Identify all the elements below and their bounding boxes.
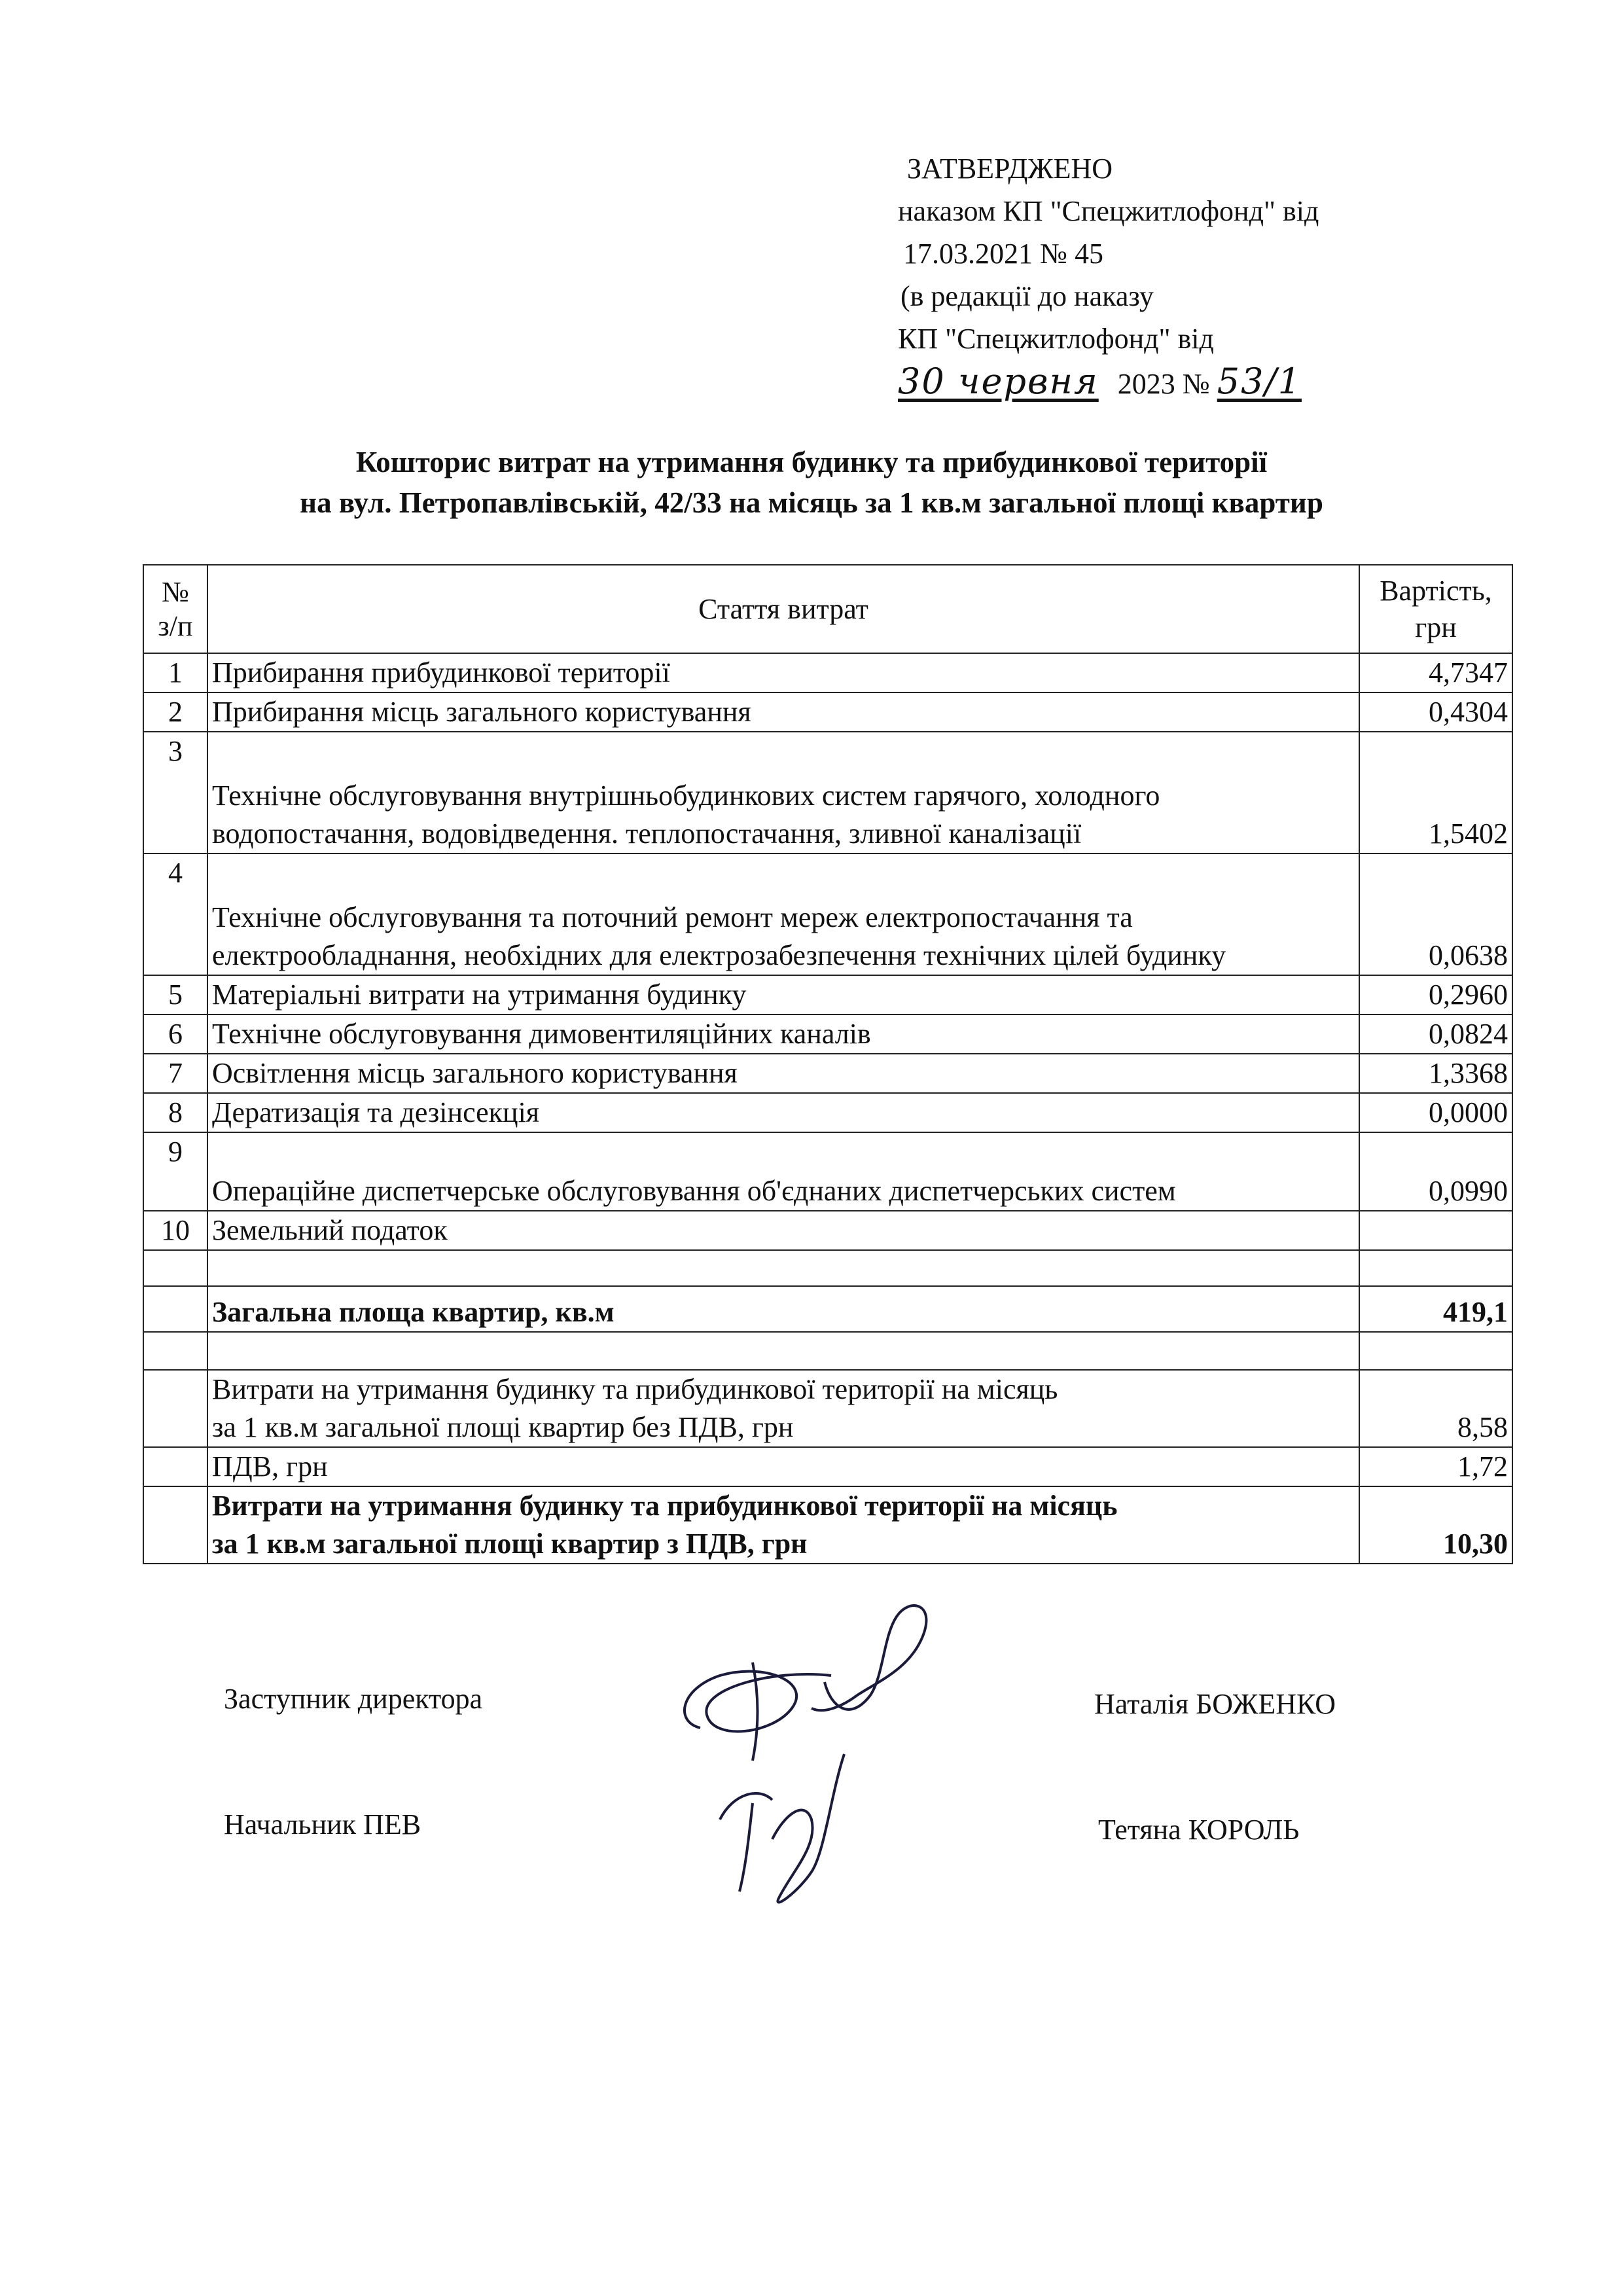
- row-number: 7: [143, 1054, 207, 1093]
- table-row: [143, 1132, 1512, 1211]
- signer-1-position: Заступник директора: [224, 1683, 483, 1715]
- row-value: 0,0000: [1359, 1093, 1512, 1132]
- table-body: [143, 653, 1512, 1250]
- handwritten-date: 30 червня: [898, 361, 1099, 402]
- table-row-vat: [143, 1447, 1512, 1486]
- signer-2-position: Начальник ПЕВ: [224, 1808, 421, 1840]
- table-row: [143, 1014, 1512, 1054]
- row-number: 2: [143, 692, 207, 732]
- table-row: [143, 1093, 1512, 1132]
- row-value: 0,0824: [1359, 1014, 1512, 1054]
- row-number: 4: [143, 853, 207, 975]
- row-value: 4,7347: [1359, 653, 1512, 692]
- row-value: 1,5402: [1359, 732, 1512, 853]
- row-item: Прибирання прибудинкової території: [207, 653, 1359, 692]
- header-value: Вартість, грн: [1359, 565, 1512, 653]
- no-vat-label: Витрати на утримання будинку та прибудинкової території на місяць за 1 кв.м загальної площі квартир без ПДВ, грн: [207, 1370, 1359, 1447]
- approval-order-date: 17.03.2021 № 45: [903, 238, 1103, 270]
- row-item: Матеріальні витрати на утримання будинку: [207, 975, 1359, 1014]
- row-value: 0,0990: [1359, 1132, 1512, 1211]
- approval-heading: ЗАТВЕРДЖЕНО: [907, 152, 1113, 185]
- row-value: 0,4304: [1359, 692, 1512, 732]
- vat-value: 1,72: [1359, 1447, 1512, 1486]
- table-row-empty-2: [143, 1332, 1512, 1370]
- table-row-total-area: [143, 1286, 1512, 1332]
- table-row: [143, 853, 1512, 975]
- row-value: 0,0638: [1359, 853, 1512, 975]
- approval-revision-org: КП "Спецжитлофонд" від: [898, 323, 1214, 355]
- table-row: [143, 692, 1512, 732]
- row-item: Освітлення місць загального користування: [207, 1054, 1359, 1093]
- document-title: [0, 442, 1623, 523]
- handwritten-order-number: 53/1: [1217, 361, 1302, 402]
- table-row: [143, 975, 1512, 1014]
- row-item: Операційне диспетчерське обслуговування об'єднаних диспетчерських систем: [207, 1132, 1359, 1211]
- row-item: Технічне обслуговування внутрішньобудинкових систем гарячого, холодного водопостачання, водовідведення. теплопостачання, зливної каналізації: [207, 732, 1359, 853]
- row-item: Дератизація та дезінсекція: [207, 1093, 1359, 1132]
- signature-2-image: [707, 1741, 870, 1911]
- signer-1-name: Наталія БОЖЕНКО: [1094, 1688, 1336, 1720]
- total-area-value: 419,1: [1359, 1286, 1512, 1332]
- vat-label: ПДВ, грн: [207, 1447, 1359, 1486]
- approval-order-line: наказом КП "Спецжитлофонд" від: [898, 195, 1319, 227]
- row-number: 6: [143, 1014, 207, 1054]
- table-row: [143, 732, 1512, 853]
- row-number: 9: [143, 1132, 207, 1211]
- table-row: [143, 1211, 1512, 1250]
- costs-table: [143, 564, 1513, 1564]
- approval-block: [898, 147, 1319, 405]
- total-area-label: Загальна площа квартир, кв.м: [207, 1286, 1359, 1332]
- row-number: 3: [143, 732, 207, 853]
- approval-revision-date: [898, 360, 1319, 405]
- header-num: № з/п: [143, 565, 207, 653]
- row-number: 1: [143, 653, 207, 692]
- table-row: [143, 653, 1512, 692]
- row-item: Технічне обслуговування та поточний ремонт мереж електропостачання та електрообладнання, необхідних для електрозабезпечення технічних цілей будинку: [207, 853, 1359, 975]
- table-row-no-vat: [143, 1370, 1512, 1447]
- row-item: Технічне обслуговування димовентиляційних каналів: [207, 1014, 1359, 1054]
- table-row: [143, 1054, 1512, 1093]
- signer-2-name: Тетяна КОРОЛЬ: [1098, 1814, 1300, 1846]
- row-number: 8: [143, 1093, 207, 1132]
- header-item: Стаття витрат: [207, 565, 1359, 653]
- no-vat-value: 8,58: [1359, 1370, 1512, 1447]
- approval-year: 2023 №: [1117, 368, 1210, 400]
- row-item: Земельний податок: [207, 1211, 1359, 1250]
- row-number: 10: [143, 1211, 207, 1250]
- table-row-with-vat: [143, 1486, 1512, 1564]
- table-row-empty-1: [143, 1250, 1512, 1286]
- with-vat-value: 10,30: [1359, 1486, 1512, 1564]
- row-value: 0,2960: [1359, 975, 1512, 1014]
- title-line-2: на вул. Петропавлівській, 42/33 на місяць за 1 кв.м загальної площі квартир: [300, 486, 1323, 519]
- title-line-1: Кошторис витрат на утримання будинку та прибудинкової території: [355, 446, 1268, 478]
- with-vat-label: Витрати на утримання будинку та прибудинкової території на місяць за 1 кв.м загальної площі квартир з ПДВ, грн: [207, 1486, 1359, 1564]
- row-value: 1,3368: [1359, 1054, 1512, 1093]
- row-value: [1359, 1211, 1512, 1250]
- row-number: 5: [143, 975, 207, 1014]
- row-item: Прибирання місць загального користування: [207, 692, 1359, 732]
- approval-revision-line: (в редакції до наказу: [901, 280, 1154, 312]
- table-header-row: [143, 565, 1512, 653]
